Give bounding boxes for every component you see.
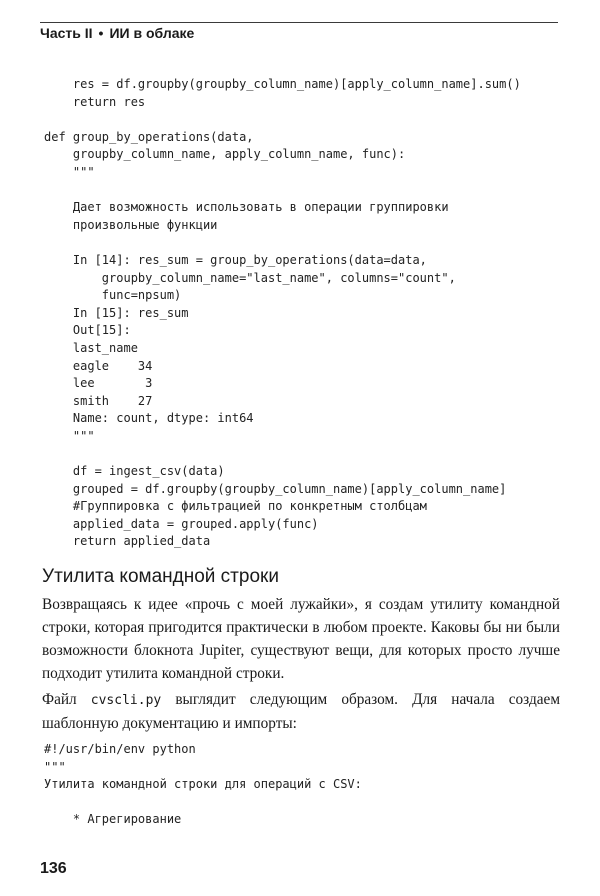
code-line: In [15]: res_sum [44, 305, 189, 320]
section-title: Утилита командной строки [42, 566, 279, 587]
page-number: 136 [40, 860, 67, 877]
code-line: res = df.groupby(groupby_column_name)[apply_column_name].sum() [44, 77, 521, 91]
chapter-label: ИИ в облаке [109, 25, 195, 41]
code-line: произвольные функции [44, 217, 218, 232]
code-line: func=npsum) [44, 288, 182, 303]
code-line: #Группировка с фильтрацией по конкретным столбцам [44, 499, 427, 514]
code-line: """ [44, 428, 95, 443]
code-line: lee 3 [44, 376, 153, 391]
header-rule [40, 22, 558, 23]
code-line: Out[15]: [44, 323, 131, 338]
code-line: eagle 34 [44, 358, 153, 373]
code-line: """ [44, 164, 95, 179]
code-line: groupby_column_name="last_name", columns="count", [44, 270, 456, 285]
code-line: df = ingest_csv(data) [44, 464, 225, 479]
code-line: """ [44, 759, 66, 774]
part-label: Часть II [40, 25, 93, 41]
code-line: Утилита командной строки для операций с CSV: [44, 777, 362, 792]
running-header [40, 25, 194, 41]
code-line: In [14]: res_sum = group_by_operations(data=data, [44, 252, 427, 267]
paragraph-file-description [42, 688, 560, 735]
code-line: groupby_column_name, apply_column_name, func): [44, 147, 406, 162]
paragraph-text-after: выглядит следующим образом. Для начала создаем шаблонную документацию и импорты: [42, 691, 560, 732]
paragraph-text-before: Файл [42, 691, 91, 708]
code-line: grouped = df.groupby(groupby_column_name)[apply_column_name] [44, 481, 507, 496]
code-line: smith 27 [44, 393, 153, 408]
header-separator: • [98, 25, 104, 41]
code-line: return applied_data [44, 534, 211, 549]
code-block-group-by [44, 76, 521, 551]
code-line: return res [44, 94, 146, 109]
paragraph-intro: Возвращаясь к идее «прочь с моей лужайки», я создам утилиту командной строки, которая пригодится практически в любом проекте. Каковы бы ни были возможности блокнота Jupiter, существуют вещи, для которых просто лучше подходит утилита командной строки. [42, 596, 560, 682]
code-line: def group_by_operations(data, [44, 129, 254, 144]
code-line: Дает возможность использовать в операции группировки [44, 200, 449, 215]
code-line: last_name [44, 340, 138, 355]
inline-code-filename: cvscli.py [90, 693, 162, 708]
code-line: applied_data = grouped.apply(func) [44, 516, 319, 531]
code-line: #!/usr/bin/env python [44, 742, 196, 756]
code-line: Name: count, dtype: int64 [44, 411, 254, 426]
code-block-cli-header [44, 741, 362, 829]
code-line: * Агрегирование [44, 812, 182, 827]
